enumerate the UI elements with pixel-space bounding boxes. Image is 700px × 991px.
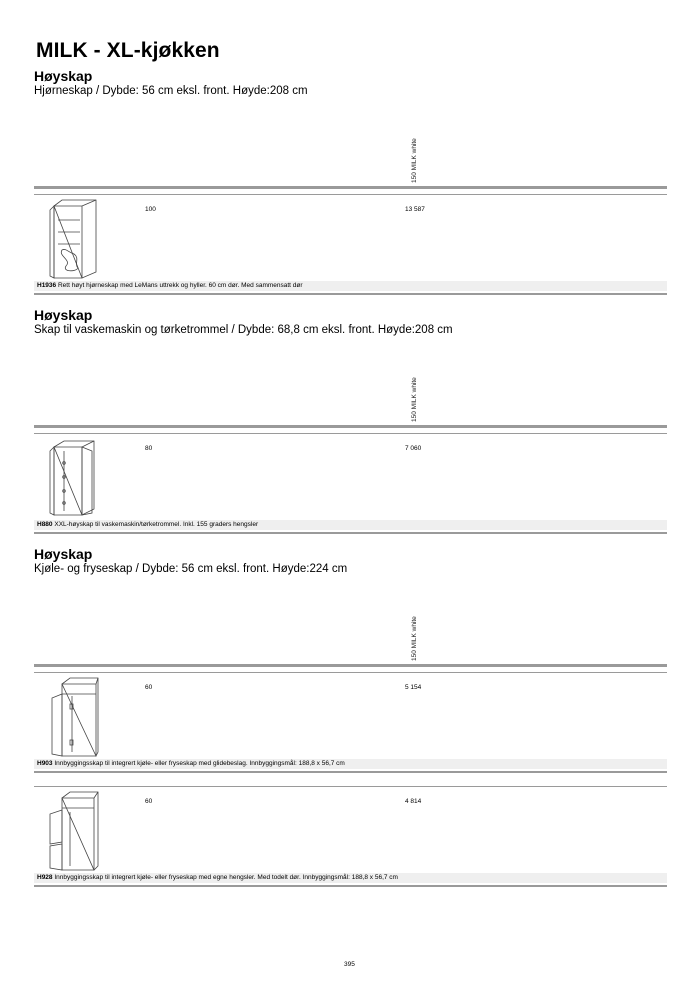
divider bbox=[34, 786, 667, 787]
divider bbox=[34, 672, 667, 673]
section-subtitle: Kjøle- og fryseskap / Dybde: 56 cm eksl. front. Høyde:224 cm bbox=[34, 563, 348, 575]
quantity: 80 bbox=[145, 445, 153, 452]
price: 5 154 bbox=[405, 684, 422, 691]
cabinet-image bbox=[48, 676, 100, 758]
product-code: H928 bbox=[37, 874, 53, 881]
product-description: Rett høyt hjørneskap med LeMans uttrekk og hyller. 60 cm dør. Med sammensatt dør bbox=[57, 282, 303, 289]
product-row bbox=[0, 433, 700, 537]
price: 4 814 bbox=[405, 798, 422, 805]
quantity: 60 bbox=[145, 684, 153, 691]
page-number: 395 bbox=[344, 961, 355, 968]
product-code: H880 bbox=[37, 521, 53, 528]
description-bar bbox=[34, 759, 667, 769]
divider bbox=[34, 771, 667, 773]
price: 13 587 bbox=[405, 206, 425, 213]
divider bbox=[34, 194, 667, 195]
product-row bbox=[0, 194, 700, 298]
divider bbox=[34, 186, 667, 189]
product-code: H903 bbox=[37, 760, 53, 767]
description-bar bbox=[34, 520, 667, 530]
section-title: Høyskap bbox=[34, 546, 93, 562]
cabinet-image bbox=[48, 437, 100, 517]
product-description: Innbyggingsskap til integrert kjøle- eller fryseskap med egne hengsler. Med todelt dør. Innbyggingsmål: 188,8 x 56,7 cm bbox=[54, 874, 398, 881]
divider bbox=[34, 885, 667, 887]
page-title: MILK - XL-kjøkken bbox=[36, 39, 220, 62]
product-description: XXL-høyskap til vaskemaskin/tørketrommel. Inkl. 155 graders hengsler bbox=[54, 521, 259, 528]
divider bbox=[34, 532, 667, 534]
divider bbox=[34, 433, 667, 434]
cabinet-image bbox=[48, 790, 100, 872]
divider bbox=[34, 425, 667, 428]
section-subtitle: Hjørneskap / Dybde: 56 cm eksl. front. Høyde:208 cm bbox=[34, 85, 308, 97]
section-title: Høyskap bbox=[34, 68, 93, 84]
price: 7 060 bbox=[405, 445, 422, 452]
description-bar bbox=[34, 281, 667, 291]
quantity: 60 bbox=[145, 798, 153, 805]
column-label: 150 MILK white bbox=[411, 138, 418, 183]
product-row bbox=[0, 786, 700, 890]
section-subtitle: Skap til vaskemaskin og tørketrommel / Dybde: 68,8 cm eksl. front. Høyde:208 cm bbox=[34, 324, 453, 336]
cabinet-image bbox=[48, 198, 98, 280]
section-title: Høyskap bbox=[34, 307, 93, 323]
quantity: 100 bbox=[145, 206, 156, 213]
column-label: 150 MILK white bbox=[411, 377, 418, 422]
column-label: 150 MILK white bbox=[411, 616, 418, 661]
divider bbox=[34, 664, 667, 667]
product-description: Innbyggingsskap til integrert kjøle- eller fryseskap med glidebeslag. Innbyggingsmål: 188,8 x 56,7 cm bbox=[54, 760, 345, 767]
divider bbox=[34, 293, 667, 295]
product-code: H1936 bbox=[37, 282, 57, 289]
product-row bbox=[0, 672, 700, 776]
description-bar bbox=[34, 873, 667, 883]
